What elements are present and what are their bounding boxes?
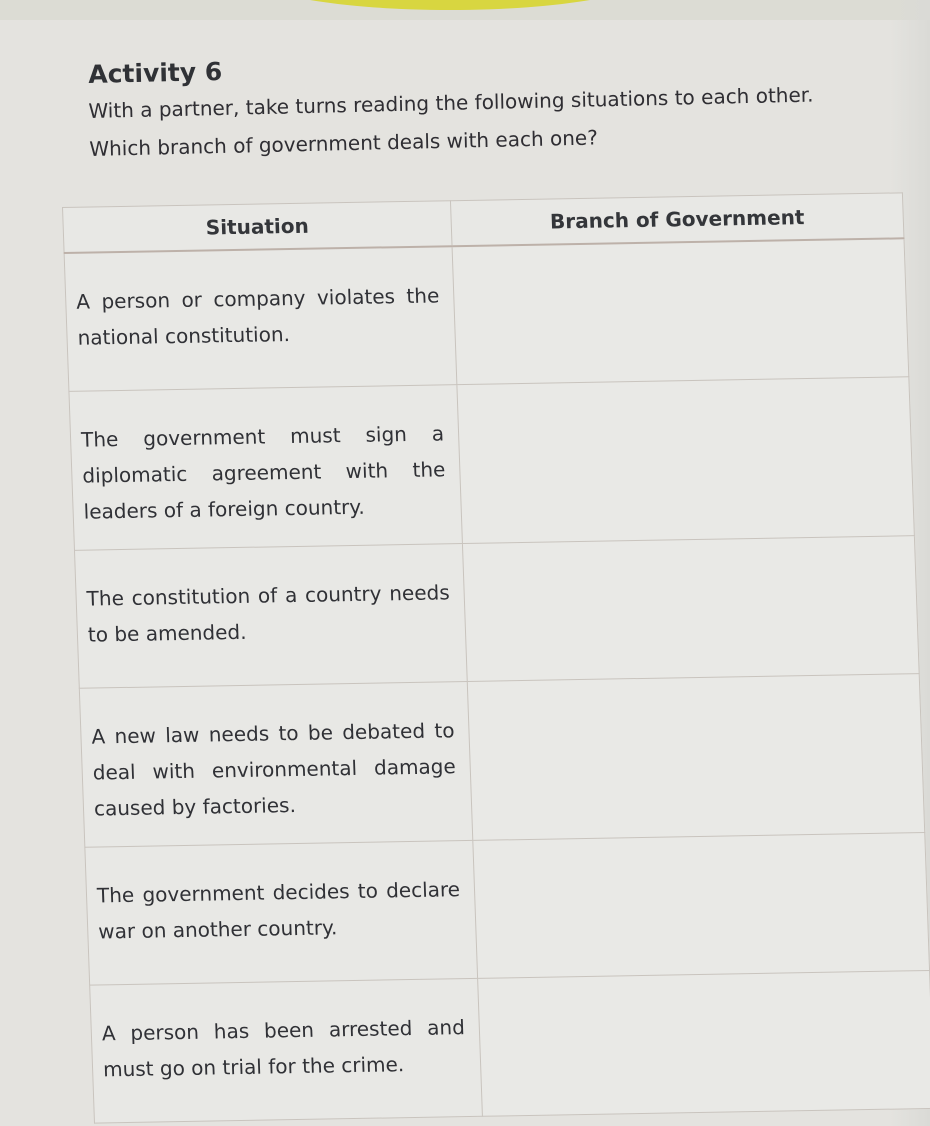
- table-row: [64, 238, 909, 391]
- table-row: [74, 535, 919, 688]
- instruction-line: With a partner, take turns reading the following situations to each other.: [88, 82, 814, 123]
- branch-answer-cell[interactable]: [478, 970, 930, 1116]
- column-header-branch: Branch of Government: [450, 193, 904, 246]
- situation-cell: The constitution of a country needs to be amended.: [74, 543, 467, 688]
- situation-cell: The government decides to declare war on another country.: [85, 840, 478, 985]
- table-row: [79, 673, 924, 847]
- branch-answer-cell[interactable]: [457, 376, 914, 543]
- branch-answer-cell[interactable]: [467, 673, 924, 840]
- situations-table-wrap: [62, 192, 930, 1096]
- table-row: [69, 376, 914, 550]
- branch-answer-cell[interactable]: [462, 535, 919, 681]
- situation-cell: A person has been arrested and must go on trial for the crime.: [90, 978, 483, 1123]
- situation-cell: The government must sign a diplomatic agreement with the leaders of a foreign country.: [69, 384, 462, 550]
- table-row: [85, 832, 930, 985]
- branch-answer-cell[interactable]: [473, 832, 930, 978]
- instruction-line: Which branch of government deals with each one?: [89, 125, 599, 161]
- situation-cell: A new law needs to be debated to deal with environmental damage caused by factories.: [79, 681, 472, 847]
- activity-title: Activity 6: [88, 56, 223, 89]
- column-header-situation: Situation: [63, 201, 453, 253]
- situations-table: [62, 192, 930, 1123]
- branch-answer-cell[interactable]: [452, 238, 909, 384]
- instructions: [88, 74, 890, 168]
- situation-cell: A person or company violates the national constitution.: [64, 246, 457, 391]
- table-row: [90, 970, 930, 1123]
